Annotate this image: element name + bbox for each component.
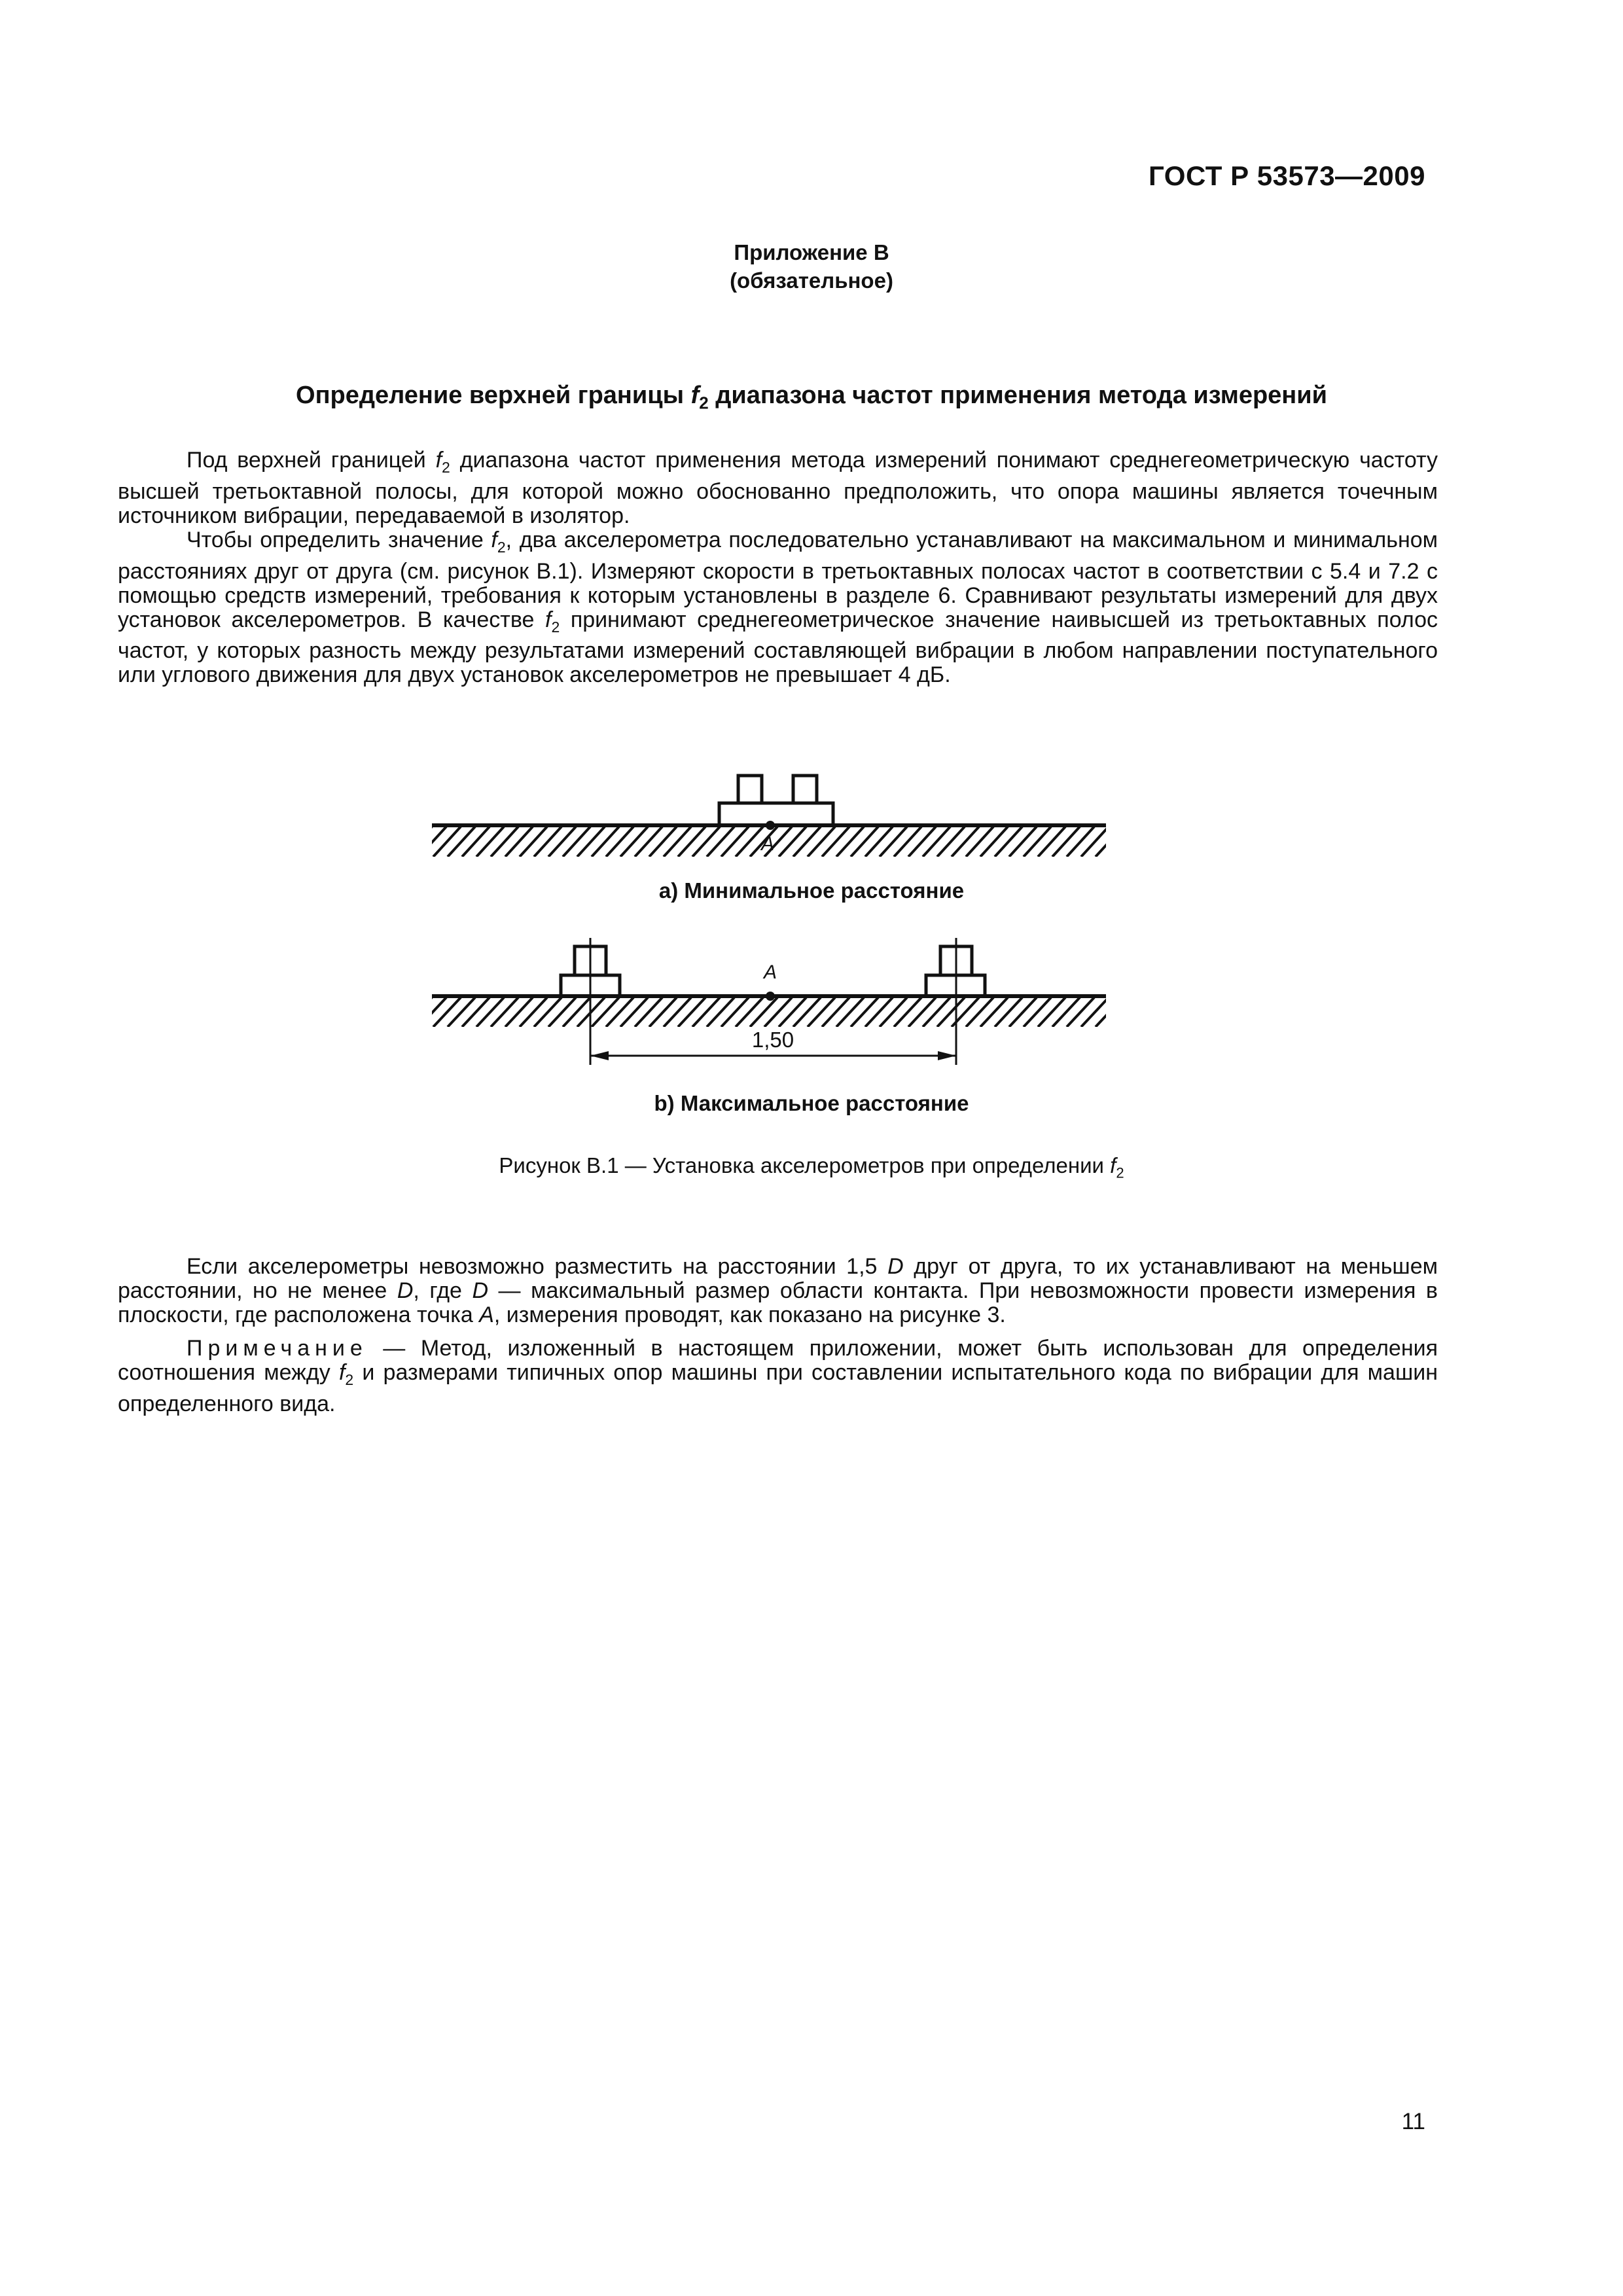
hatch-stroke	[880, 997, 907, 1027]
text-run: и размерами типичных опор машины при составлении испытательного кода по вибрации для машин определенного вида.	[118, 1360, 1438, 1416]
hatch-stroke	[923, 827, 950, 857]
hatch-stroke	[808, 827, 835, 857]
text-run: , измерения проводят, как показано на рисунке 3.	[493, 1302, 1006, 1327]
hatch-stroke	[894, 997, 921, 1027]
body-text-after-figure	[118, 1255, 1438, 1416]
hatch-stroke	[1110, 997, 1126, 1027]
point-a-marker-max	[766, 992, 775, 1001]
hatch-stroke	[980, 997, 1008, 1027]
hatch-stroke	[736, 827, 763, 857]
hatch-stroke	[1024, 997, 1051, 1027]
annex-title: Приложение В	[734, 240, 889, 264]
heading-suffix: диапазона частот применения метода измерений	[708, 382, 1327, 409]
hatch-stroke	[793, 997, 821, 1027]
hatch-stroke	[1067, 827, 1094, 857]
text-run: принимают среднегеометрическое значение наивысшей из третьоктавных полос частот, у которых разность между результатами измерений составляющей вибрации в любом направлении поступательного или углового движения для двух установок акселерометров не превышает 4 дБ.	[118, 607, 1438, 688]
hatch-stroke	[851, 827, 878, 857]
hatch-stroke	[908, 827, 936, 857]
hatch-stroke	[937, 827, 965, 857]
hatch-stroke	[707, 827, 734, 857]
hatch-stroke	[995, 997, 1022, 1027]
hatch-stroke	[433, 997, 461, 1027]
diagram-maximum-distance	[419, 938, 1126, 1065]
sensor-block-min-left	[738, 776, 762, 803]
italic-symbol: f	[435, 448, 442, 473]
hatch-stroke	[793, 827, 821, 857]
hatch-stroke	[736, 997, 763, 1027]
hatch-stroke	[505, 827, 533, 857]
hatch-stroke	[1096, 997, 1123, 1027]
section-heading	[0, 382, 1623, 414]
hatch-stroke	[649, 997, 677, 1027]
hatch-stroke	[534, 997, 562, 1027]
hatch-stroke	[1052, 827, 1080, 857]
standard-number: ГОСТ Р 53573—2009	[1149, 160, 1425, 191]
hatch-stroke	[779, 997, 806, 1027]
hatch-stroke	[649, 827, 677, 857]
hatch-stroke	[678, 827, 705, 857]
hatch-stroke	[548, 997, 576, 1027]
dimension-label: 1,50	[751, 1028, 794, 1052]
hatch-stroke	[520, 997, 547, 1027]
hatch-stroke	[1024, 827, 1051, 857]
hatch-stroke	[462, 827, 490, 857]
hatch-stroke	[606, 997, 633, 1027]
text-run: , два акселерометра последовательно устанавливают на максимальном и минимальном расстояниях друг от друга (см. рисунок В.1). Измеряют скорости в третьоктавных полосах частот в соответствии с 5.4 и 7.2 с помощью средств измерений, требования к которым установлены в разделе 6. Сравнивают результаты измерений для двух установок акселерометров. В качестве	[118, 527, 1438, 632]
text-run: Если акселерометры невозможно разместить на расстоянии 1,5	[187, 1254, 888, 1279]
hatch-stroke	[966, 827, 993, 857]
hatch-stroke	[707, 997, 734, 1027]
hatch-stroke	[1110, 827, 1126, 857]
hatch-stroke	[476, 827, 504, 857]
italic-symbol: f	[545, 607, 552, 632]
hatch-stroke	[592, 997, 619, 1027]
paragraph	[118, 1255, 1438, 1327]
italic-symbol: f	[338, 1360, 346, 1385]
text-run: — Метод, изложенный в настоящем приложении, может быть использован для определения соотношения между	[118, 1336, 1438, 1385]
hatch-stroke	[419, 997, 432, 1027]
italic-symbol: f	[491, 527, 497, 552]
hatch-stroke	[980, 827, 1008, 857]
hatch-stroke	[1009, 997, 1037, 1027]
hatch-stroke	[1052, 997, 1080, 1027]
figure-caption-b: b) Максимальное расстояние	[654, 1091, 969, 1115]
hatch-stroke	[491, 827, 518, 857]
hatch-stroke	[822, 997, 849, 1027]
hatch-stroke	[462, 997, 490, 1027]
figure-accelerometer-setup	[419, 762, 1126, 1106]
hatch-stroke	[764, 997, 792, 1027]
hatch-stroke	[1038, 827, 1065, 857]
diagram-minimum-distance	[419, 776, 1126, 857]
heading-subscript: 2	[699, 393, 709, 413]
mounting-base-min	[719, 803, 833, 825]
hatch-stroke	[563, 997, 590, 1027]
hatch-stroke	[1081, 997, 1109, 1027]
sensor-block-min-right	[793, 776, 817, 803]
italic-symbol: D	[887, 1254, 904, 1279]
subscript: 2	[551, 618, 560, 636]
heading-prefix: Определение верхней границы	[296, 382, 691, 409]
hatch-stroke	[534, 827, 562, 857]
hatch-stroke	[419, 827, 432, 857]
text-run: диапазона частот применения метода измерений понимают среднегеометрическую частоту высшей третьоктавной полосы, для которой можно обоснованно предположить, что опора машины является точечным источником вибрации, передаваемой в изолятор.	[118, 448, 1438, 528]
body-text-intro	[118, 448, 1438, 687]
hatch-stroke	[836, 997, 864, 1027]
hatch-stroke	[620, 827, 648, 857]
point-a-label-min: A	[760, 833, 775, 855]
hatch-stroke	[433, 827, 461, 857]
dimension-arrow-right	[938, 1051, 956, 1060]
figure-caption	[0, 1153, 1623, 1182]
figure-caption-text: Рисунок В.1 — Установка акселерометров при определении	[499, 1153, 1111, 1177]
page-number: 11	[1401, 2109, 1425, 2134]
hatch-stroke	[664, 997, 691, 1027]
hatch-stroke	[448, 997, 475, 1027]
hatch-stroke	[620, 997, 648, 1027]
hatch-stroke	[1009, 827, 1037, 857]
hatch-stroke	[808, 997, 835, 1027]
text-run: — максимальный размер области контакта. При невозможности провести измерения в плоскости, где расположена точка	[118, 1278, 1438, 1327]
subscript: 2	[345, 1371, 354, 1388]
hatch-stroke	[678, 997, 705, 1027]
ground-hatching-max	[419, 997, 1126, 1027]
hatch-stroke	[476, 997, 504, 1027]
figure-caption-subscript: 2	[1116, 1164, 1124, 1181]
hatch-stroke	[563, 827, 590, 857]
hatch-stroke	[880, 827, 907, 857]
hatch-stroke	[995, 827, 1022, 857]
hatch-stroke	[635, 827, 662, 857]
text-run: друг от друга, то их устанавливают на меньшем расстоянии, но не менее	[118, 1254, 1438, 1303]
hatch-stroke	[952, 827, 979, 857]
hatch-stroke	[750, 997, 777, 1027]
hatch-stroke	[908, 997, 936, 1027]
note-lead: Примечание	[187, 1336, 368, 1361]
annex-status: (обязательное)	[730, 268, 893, 293]
hatch-stroke	[1096, 827, 1123, 857]
hatch-stroke	[865, 997, 893, 1027]
hatch-stroke	[419, 827, 446, 857]
hatch-stroke	[779, 827, 806, 857]
hatch-stroke	[520, 827, 547, 857]
hatch-stroke	[966, 997, 993, 1027]
hatch-stroke	[491, 997, 518, 1027]
dimension-arrow-left	[590, 1051, 609, 1060]
paragraph	[118, 528, 1438, 688]
heading-symbol: f	[690, 382, 700, 409]
text-run: Чтобы определить значение	[187, 527, 491, 552]
hatch-stroke	[692, 827, 720, 857]
italic-symbol: D	[397, 1278, 414, 1303]
hatch-stroke	[923, 997, 950, 1027]
hatch-stroke	[692, 997, 720, 1027]
figure-caption-a: а) Минимальное расстояние	[658, 878, 965, 903]
hatch-stroke	[577, 827, 605, 857]
text-run: , где	[413, 1278, 473, 1303]
point-a-label-max: A	[763, 961, 777, 983]
hatch-stroke	[865, 827, 893, 857]
italic-symbol: D	[472, 1278, 489, 1303]
paragraph	[118, 448, 1438, 528]
hatch-stroke	[836, 827, 864, 857]
hatch-stroke	[894, 827, 921, 857]
hatch-stroke	[548, 827, 576, 857]
hatch-stroke	[1038, 997, 1065, 1027]
hatch-stroke	[1067, 997, 1094, 1027]
hatch-stroke	[721, 827, 749, 857]
hatch-stroke	[1081, 827, 1109, 857]
figure-caption-symbol: f	[1110, 1153, 1116, 1177]
hatch-stroke	[664, 827, 691, 857]
hatch-stroke	[419, 997, 446, 1027]
hatch-stroke	[592, 827, 619, 857]
hatch-stroke	[635, 997, 662, 1027]
hatch-stroke	[822, 827, 849, 857]
hatch-stroke	[851, 997, 878, 1027]
italic-symbol: A	[479, 1302, 494, 1327]
subscript: 2	[497, 538, 506, 556]
subscript: 2	[442, 458, 450, 476]
hatch-stroke	[721, 997, 749, 1027]
hatch-stroke	[606, 827, 633, 857]
note-paragraph	[118, 1336, 1438, 1416]
point-a-marker-min	[766, 821, 775, 830]
text-run: Под верхней границей	[187, 448, 436, 473]
hatch-stroke	[937, 997, 965, 1027]
hatch-stroke	[505, 997, 533, 1027]
hatch-stroke	[448, 827, 475, 857]
